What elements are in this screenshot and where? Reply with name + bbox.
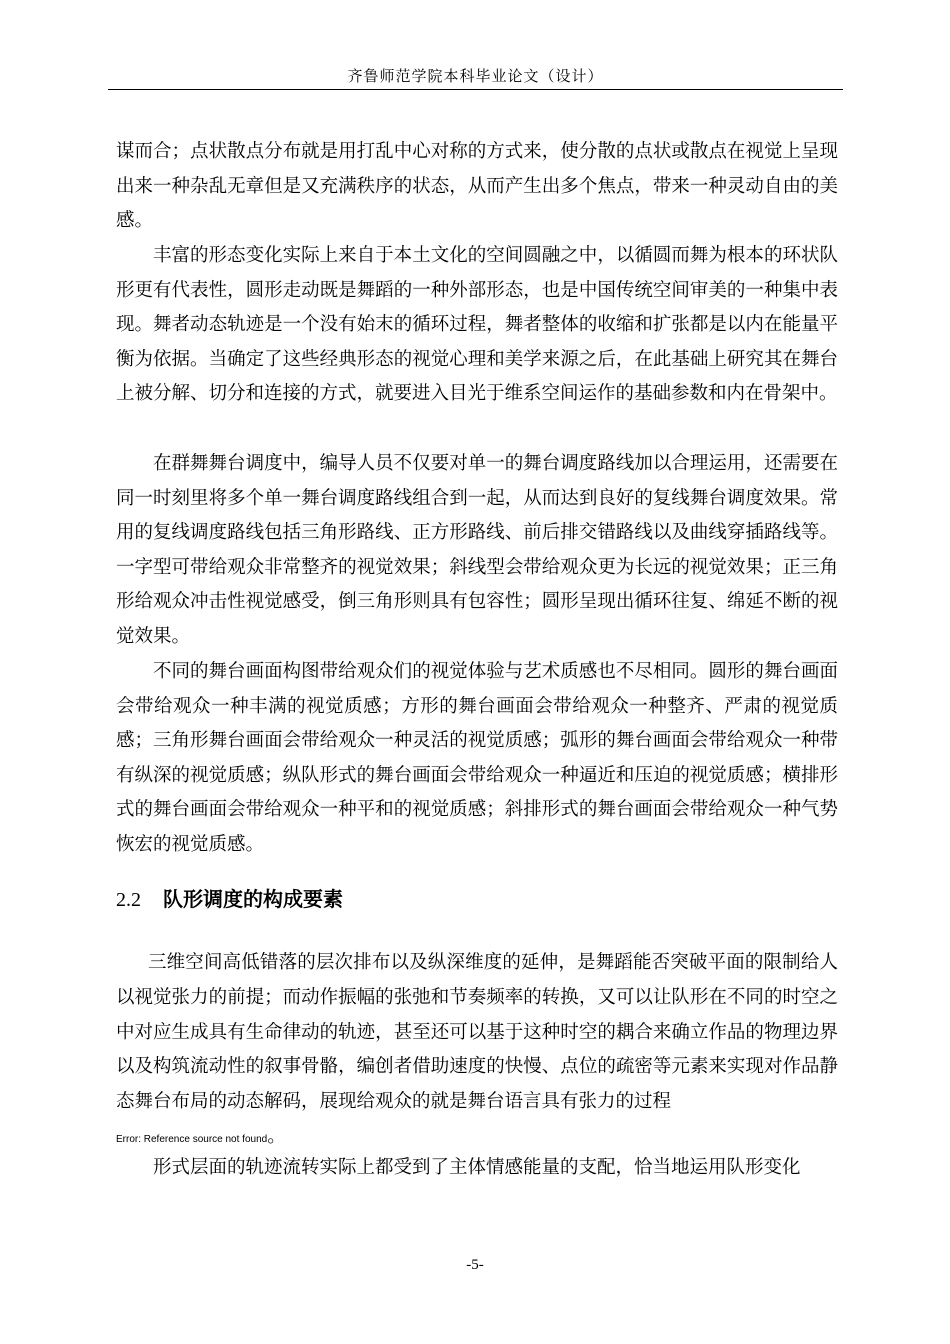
paragraph-2: 丰富的形态变化实际上来自于本土文化的空间圆融之中，以循圆而舞为根本的环状队形更有代表性，圆形走动既是舞蹈的一种外部形态，也是中国传统空间审美的一种集中表现。舞者动态轨迹是一个没有始末的循环过程，舞者整体的收缩和扩张都是以内在能量平衡为依据。当确定了这些经典形态的视觉心理和美学来源之后，在此基础上研究其在舞台上被分解、切分和连接的方式，就要进入目光于维系空间运作的基础参数和内在骨架中。 bbox=[116, 245, 838, 405]
paragraph-4: 不同的舞台画面构图带给观众们的视觉体验与艺术质感也不尽相同。圆形的舞台画面会带给观众一种丰满的视觉质感；方形的舞台画面会带给观众一种整齐、严肃的视觉质感；三角形舞台画面会带给观众一种灵活的视觉质感；弧形的舞台画面会带给观众一种带有纵深的视觉质感；纵队形式的舞台画面会带给观众一种逼近和压迫的视觉质感；横排形式的舞台画面会带给观众一种平和的视觉质感；斜排形式的舞台画面会带给观众一种气势恢宏的视觉质感。 bbox=[116, 661, 838, 855]
paragraph-5-text: 三维空间高低错落的层次排布以及纵深维度的延伸，是舞蹈能否突破平面的限制给人以视觉张力的前提；而动作振幅的张弛和节奏频率的转换，又可以让队形在不同的时空之中对应生成具有生命律动的轨迹，甚至还可以基于这种时空的耦合来确立作品的物理边界以及构筑流动性的叙事骨骼，编创者借助速度的快慢、点位的疏密等元素来实现对作品静态舞台布局的动态解码，展现给观众的就是舞台语言具有张力的过程 bbox=[116, 952, 838, 1113]
reference-error: Error: Reference source not found bbox=[116, 1133, 268, 1145]
section-heading bbox=[116, 884, 343, 915]
section-title: 队形调度的构成要素 bbox=[163, 887, 343, 911]
paragraph-1: 谋而合；点状散点分布就是用打乱中心对称的方式来，使分散的点状或散点在视觉上呈现出来一种杂乱无章但是又充满秩序的状态，从而产生出多个焦点，带来一种灵动自由的美感。 bbox=[116, 141, 838, 232]
paragraph-3: 在群舞舞台调度中，编导人员不仅要对单一的舞台调度路线加以合理运用，还需要在同一时刻里将多个单一舞台调度路线组合到一起，从而达到良好的复线舞台调度效果。常用的复线调度路线包括三角形路线、正方形路线、前后排交错路线以及曲线穿插路线等。一字型可带给观众非常整齐的视觉效果；斜线型会带给观众更为长远的视觉效果；正三角形给观众冲击性视觉感受，倒三角形则具有包容性；圆形呈现出循环往复、绵延不断的视觉效果。 bbox=[116, 453, 838, 647]
paragraph-5 bbox=[116, 946, 838, 1155]
page-header: 齐鲁师范学院本科毕业论文（设计） bbox=[347, 67, 604, 85]
section-number: 2.2 bbox=[116, 889, 141, 911]
paragraph-6: 形式层面的轨迹流转实际上都受到了主体情感能量的支配，恰当地运用队形变化 bbox=[153, 1157, 801, 1178]
page-number: -5- bbox=[466, 1257, 484, 1273]
paragraph-5-end: 。 bbox=[267, 1125, 286, 1147]
header-rule bbox=[108, 89, 843, 90]
